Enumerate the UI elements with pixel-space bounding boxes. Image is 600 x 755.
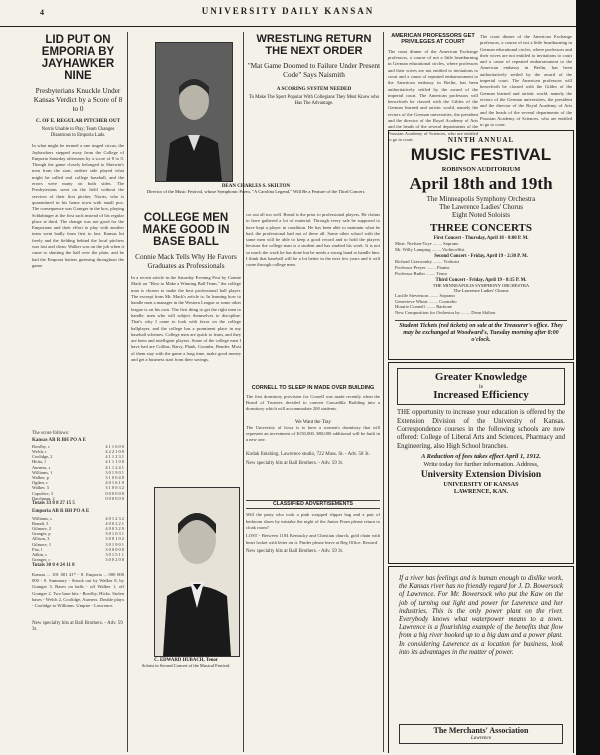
headline: CLASSIFIED ADVERTISEMENTS — [246, 500, 380, 509]
concert-performer: Richard Czerwonky ........ Violinist — [395, 259, 460, 265]
box-player: Bowlby, c — [32, 443, 50, 449]
classified-ads — [246, 500, 380, 580]
subheadline: Connie Mack Tells Why He Favors Graduates as Professionals — [135, 253, 237, 271]
box-player: Ogden, c — [32, 480, 48, 486]
concert-orchestra: THE MINNEAPOLIS SYMPHONY ORCHESTRA — [432, 283, 530, 289]
ticket-notice: Student Tickets (red tickets) on sale at the Treasurer's office. They may be exchanged at Woodward's, Tuesday morning after 8:00 o'clock. — [395, 320, 567, 344]
ad-body: If a river has feelings and is human enough to dislike work, the Kansas river has no friendly regard for J. D. Bowersock of Lawrence. For Mr. Bowersock who put the Kaw on the job of turning out light and power for Lawrence and her industries. This is the only power plant on the river. Everybody knows what waterpower means to a town. Lawrence is a flourishing example of the benefits that flow from a big river hooked up to a big dam and a power plant. In considering Lawrence as a location for business, look into its advantages in the matter of power. — [399, 575, 563, 656]
ad-connector: is — [478, 383, 483, 390]
article-body: The University of Iowa is to have a women's dormitory that will represent an investment of $150,000. $80,000 additional will be built in a new one. — [246, 424, 380, 443]
box-player: Aurness, s — [32, 464, 51, 470]
photo-caption-sub: Soloist in Second Concert of the Musical Festival. — [141, 663, 231, 668]
article-emporia — [32, 34, 124, 752]
classified-item: New specialty hits at Ball Brothers. - Adv. 59 3t. — [246, 548, 344, 554]
concert-performer: Professor Preyer ........ Pianist — [395, 265, 450, 271]
deck: To Make The Sport Popular With Collegians They Must Know who Has The Advantage. — [248, 95, 380, 107]
headline: AMERICAN PROFESSORS GET PRIVILEGES AT COURT — [391, 33, 475, 45]
subheadline: Presbyterians Knuckle Under Kansas Verdict by a Score of 8 to 0 — [33, 87, 123, 114]
box-player: Capodice, 3 — [32, 490, 53, 496]
hubach-photo — [154, 487, 240, 657]
festival-chorus: The Lawrence Ladies' Chorus — [439, 202, 523, 211]
box-player: Welch, r — [32, 449, 47, 455]
concert-performer: New Composition for Orchestra by ........ Dean Skilton — [395, 309, 496, 315]
column-rule — [383, 32, 384, 752]
box-score-title: The score follows: — [32, 431, 70, 437]
article-body: The court dinner of the American Exchange professors, a course of not a little heartburning in German educational circles, where professors and their wives are not entitled to invitations to court and a cause of repeated embarrassment to the American embassy in Berlin, has been authoritatively settled by the award of the imperial court. The American professors will henceforth be classed with the Gildes of the German learned and artistic world, namely the rectors of the German universities, the president and the director of the Royal Academy of Arts and the heads of the several departments of the Prussian Academy of Sciences, who are entitled to go to court. — [480, 34, 572, 128]
classified-item: Will the party who took a pink wrapped slipper bag and a pair of bedroom shoes by mistake the night of the Junior Prom please return to cloak room? — [246, 512, 380, 531]
ad-heading: Increased Efficiency — [433, 388, 529, 401]
concert-performer: Mr. Willy Lamping ........ Violincellist — [395, 246, 465, 252]
ad-heading: Greater Knowledge — [434, 371, 528, 383]
newspaper-title: UNIVERSITY DAILY KANSAN — [201, 6, 375, 16]
box-player: Dutchman, 2 — [32, 495, 55, 501]
dean-skilton-photo — [155, 42, 233, 182]
concert-heading: First Concert - Thursday, April 18 - 8:00 P. M. — [433, 236, 529, 242]
ad-body: THE opportunity to increase your education is offered by the Extension Division of the University of Kansas. Correspondence courses in the following schools are now offered: College of Liberal Arts and Sciences, Pharmacy and Engineering, also High School branches. — [397, 409, 565, 450]
ad-city: Lawrence — [470, 735, 492, 742]
merchants-ad — [388, 566, 574, 753]
headline: COLLEGE MEN MAKE GOOD IN BASE BALL — [142, 212, 230, 249]
box-score-total: Totals 33 8 8 27 15 5 — [32, 501, 75, 507]
article-college-men — [131, 212, 241, 482]
headline: CORNELL TO SLEEP IN MADE OVER BUILDING — [251, 385, 375, 391]
article-body: The first dormitory provision for Cornell was made recently when the Board of Trustees decided to convert Cascadilla Building into a dormitory which will accommodate 200 students. — [246, 393, 380, 412]
festival-orchestra: The Minneapolis Symphony Orchestra — [426, 194, 536, 203]
festival-soloists: Eight Noted Soloists — [452, 210, 510, 219]
ad-address: Write today for further information. Address, — [423, 461, 539, 469]
photo-caption: C. EDWARD HUBACH, Tenor — [154, 658, 218, 663]
box-player: Gilmore, 2 — [32, 526, 52, 532]
concert-chorus: The Lawrence Ladies' Chorus — [453, 288, 509, 294]
festival-kicker: NINTH ANNUAL — [447, 136, 515, 144]
ad-university: UNIVERSITY OF KANSAS — [443, 481, 519, 489]
box-player: Walker, p — [32, 475, 49, 481]
festival-three-concerts: THREE CONCERTS — [430, 221, 532, 234]
kicker: A SCORING SYSTEM NEEDED — [276, 86, 352, 93]
concert-performer: Lucille Stevenson ........ Soprano — [395, 293, 455, 299]
column-rule — [127, 32, 128, 752]
concert-heading: Second Concert - Friday, April 19 - 2:30 P. M. — [434, 254, 528, 260]
ad-reduction: A Reduction of fees takes effect April 1, 1912. — [421, 453, 541, 461]
portrait-figure — [156, 43, 232, 181]
deck: Norris Unable to Play; Team Changes Disastrous to Emporia Lads. — [41, 127, 115, 139]
box-player: Williams, 1 — [32, 469, 53, 475]
page-edge — [576, 0, 600, 755]
headline: LID PUT ON EMPORIA BY JAYHAWKER NINE — [41, 34, 115, 83]
concert-performer: Professor Butler ........ Tenor — [395, 270, 448, 276]
ad-city: LAWRENCE, KAN. — [453, 488, 509, 496]
concert-performer: Genevieve Wheat ........ Contralto — [395, 298, 457, 304]
article-body: In a recent article in the Saturday Evening Post by Connie Mack on "How to Make a Winning Ball Team," the college man is chosen to make the best professional ball player. The excerpt from Mr. Mack's article is: In learning how to handle men a manager in the Western League or some other league is on his own. The first thing to get the right men to handle; men who will subject themselves to discipline. That's why I came to look with favor on the college ballplayer, and the college has a prominent place in my baseball schemes. College men are quick to learn, and they are keen and intelligent players. Some of the college men I have had are Collins, Barry, Plank, Coombs, Bender. Most of them stay with the game a long time, make good money and get a business start from their savings. — [131, 275, 242, 363]
subheadline: "Mat Game Doomed to Failure Under Present Code" Says Naismith — [247, 62, 381, 80]
article-wrestling — [247, 34, 381, 210]
concert-performer: Mme. Nielsen-Toye ........ Soprano — [395, 241, 459, 247]
box-player: Gilmore, 1 — [32, 541, 52, 547]
box-score-total: Totals 30 0 4 24 11 8 — [32, 562, 75, 568]
box-score-kansas: Bowlby, c 4 1 1 6 0 0 Welch, r 4 2 2 1 0 0 Coolidge, 2 4 1 1 2 3 1 Hicks, l 4 1 1 1 0 0 Aurness, s 4 1 1 2 4 1 Williams, 1 3 0 1 9 0 1 Walker, p 3 1 0 0 4 0 Ogden, c 4 0 1 6 1 0 Walker, 3 3 1 0 0 3 2 Capodice, 3 0 0 0 0 0 0 Dutchman, 2 0 0 0 0 0 0 — [32, 443, 124, 501]
concert-performer: Horatio Connell ........ Baritone — [395, 304, 453, 310]
festival-title: MUSIC FESTIVAL — [410, 145, 552, 164]
photo-caption-sub: Director of the Music Festival, whose Symphonic Poem, "A Carolina Legend," Will Be a Feature of the Third Concert. — [146, 189, 366, 194]
box-player: Coolidge, 2 — [32, 454, 53, 460]
footer-ad: New specialty hits at Ball Brothers. - Adv. 59 3t. — [32, 620, 123, 633]
festival-venue: ROBINSON AUDITORIUM — [441, 165, 521, 173]
subhead: We Want the Tray — [295, 419, 331, 425]
kicker: C. OF E. REGULAR PITCHER OUT — [35, 118, 121, 125]
article-body: In what might be termed a one ringed circus, the Jayhawkers stepped away from the College of Emporia Saturday afternoon by a score of 8 to 0. Though the game closely belonged to Sherwin's men from the start, neither side played what might be called real college baseball, and the errors were many on both sides. The Presbyterians went on the field without the services of their first pitcher, Norris, who is quarantined in his home town with small pox. The consequence was Granger in the box, playing Schlabinger at the first sack instead of his regular place at third. The change was not good for the Emporians and their effort to play with another team went badly from first to last. Kansas hit freely and the fielding behind the local pitchers was fast and clean. Walker was on the job when it came to shutting the ball over the plate, and he had the Emporia batters guessing throughout the game. — [32, 143, 124, 268]
box-score-summary: Kansas ... 101 001 41* - 8. Emporia ... 000 000 000 - 0. Summary - Struck out by Walker 8, by Granger 3. Bases on balls - off Walker 1, off Granger 2. Two base hits - Bowlby, Hicks. Stolen bases - Welch 2, Coolidge, Aurness. Double plays - Coolidge to Williams. Umpire - Lawrence. — [32, 571, 124, 609]
masthead — [0, 4, 576, 27]
box-score-emporia: Williams, s 4 0 1 2 3 2 Brandt, 3 4 0 0 2 2 1 Gilmore, 2 4 0 0 3 2 0 Granger, p 3 0 1 0 3 1 Allison, 3 3 0 0 1 0 2 Gilmore, 1 3 0 1 9 0 1 Fitz, l 3 0 0 0 0 0 Adkin, c 3 0 1 5 1 1 Granger, c 3 0 0 2 0 0 — [32, 515, 124, 563]
article-harvard — [388, 33, 478, 142]
box-player: Allison, 3 — [32, 536, 50, 542]
hubach-caption — [131, 658, 241, 678]
box-player: Granger, p — [32, 531, 51, 537]
page-number: 4 — [40, 8, 44, 17]
box-score-header: Kansas AB R BH PO A E — [32, 437, 86, 443]
classified-item: LOST - Between 1104 Kentucky and Christian church, gold chain with heart locket with letter on it. Finder please leave at Reg Office. Reward. — [246, 533, 380, 545]
article-harvard-cont — [480, 34, 572, 128]
ad-division: University Extension Division — [420, 470, 542, 481]
festival-dates: April 18th and 19th — [409, 173, 553, 193]
article-body: The court dinner of the American Exchange professors, a course of not a little heartburning in German educational circles, where professors and their wives are not entitled to invitations to court and a cause of repeated embarrassment to the American embassy in Berlin, has been authoritatively settled by the award of the imperial court. The American professors will henceforth be classed with the Gildes of the German learned and artistic world, namely the rectors of the German universities, the president and the director of the Royal Academy of Arts and the heads of the several departments of the Prussian Academy of Sciences, who are entitled to go to court. — [388, 48, 478, 142]
box-player: Hicks, l — [32, 459, 46, 465]
ad-title: The Merchants' Association — [433, 726, 529, 735]
box-player: Brandt, 3 — [32, 520, 49, 526]
ad-line: New specialty hits at Ball Brothers. - Adv. 59 3t. — [246, 460, 344, 466]
concert-heading: Third Concert - Friday, April 19 - 8:15 P. M. — [435, 278, 527, 284]
box-player: Fitz, l — [32, 546, 43, 552]
column-three-lower — [246, 212, 380, 512]
column-rule — [243, 32, 244, 752]
ad-line: Kodak finishing. Lawrence studio, 722 Mass. St. - Adv. 58 3t. — [246, 451, 370, 457]
box-player: Granger, c — [32, 557, 51, 563]
box-player: Walker, 3 — [32, 485, 49, 491]
article-continuation: cot out all too well. Bread is the prior to professional players. He claims to have gathered a lot of material. Through every sale he supposed to have kept a player in condition. He has been able to maintain what he had, the professional had not of these all. Some other school with the same men will be able to keep a good record and to hold the players because the college man is a student and has studied his work. It is not so much the work he has done but he needs a strong hand to handle him. I think that baseball will be a lot better in the next few years and it will come through college men. — [246, 212, 380, 268]
extension-division-ad — [388, 362, 574, 564]
headline: WRESTLING RETURN THE NEXT ORDER — [256, 33, 372, 57]
portrait-figure — [155, 488, 239, 656]
box-score-header: Emporia AB R BH PO A E — [32, 509, 90, 515]
box-player: Adkin, c — [32, 552, 48, 558]
music-festival-ad — [388, 130, 574, 360]
box-player: Williams, s — [32, 515, 52, 521]
photo-caption: DEAN CHARLES S. SKILTON — [221, 184, 291, 189]
